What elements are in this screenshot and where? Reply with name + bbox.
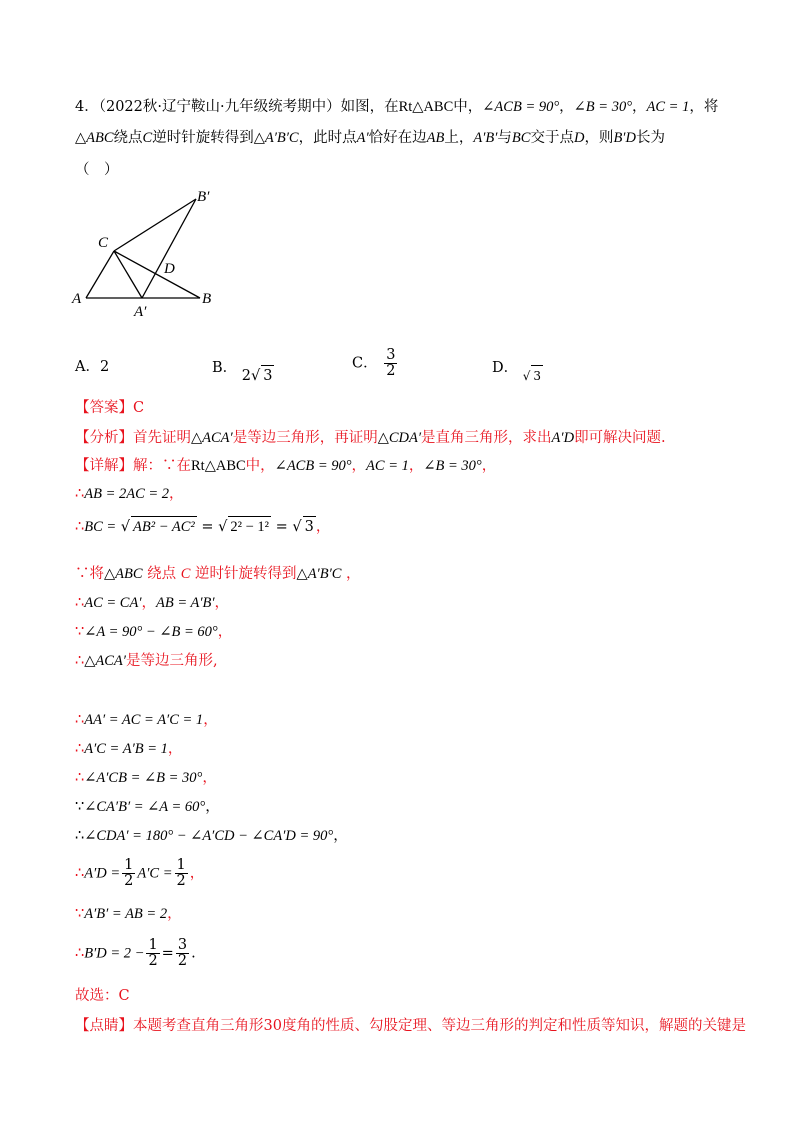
option-b-coef: 2 (241, 368, 251, 384)
equals: = (161, 945, 174, 962)
comment-line (75, 1016, 746, 1036)
denominator: 2 (177, 953, 188, 969)
numerator: 1 (176, 857, 186, 873)
math-bc-lhs: BC = (84, 519, 117, 535)
stem-text: 上， (444, 130, 474, 146)
because-symbol: ∵ (75, 624, 85, 640)
therefore-symbol: ∴ (75, 865, 85, 882)
segment-cb-prime (114, 199, 196, 251)
detail-text: 逆时针旋转得到 (195, 566, 297, 582)
segment-ac (86, 251, 114, 298)
math-tri-cda-prime: △CDA′ (377, 430, 422, 446)
math-tri-abc-prime: △A′B′C (296, 566, 342, 582)
math-tri-abc-prime: △A′B′C (253, 130, 299, 146)
analysis-text: 是等边三角形，再证明 (232, 430, 378, 446)
equals: = (201, 519, 214, 535)
label-c: C (98, 235, 109, 251)
stem-text: 中， (453, 99, 483, 115)
math-b-prime-d-lhs: B′D = 2 − (84, 945, 145, 962)
detail-line-5 (75, 622, 232, 642)
question-number: 4． (75, 99, 99, 115)
detail-line-4 (75, 593, 229, 613)
math-radicand-1: AB² − AC² (131, 516, 197, 537)
denominator: 2 (148, 953, 158, 969)
denominator: 2 (124, 873, 134, 889)
math-ab-eq: AB = 2AC = 2 (84, 486, 170, 502)
fraction-three-halves (176, 938, 189, 969)
detail-tag: 【详解】 (75, 458, 133, 474)
math-angle-ca-prime-b-prime: ∠CA′B′ = ∠A = 60° (84, 799, 206, 815)
math-angle-cda-prime: ∠CDA′ = 180° − ∠A′CD − ∠CA′D = 90° (84, 828, 334, 844)
therefore-symbol: ∴ (75, 486, 85, 502)
analysis-line (75, 428, 666, 448)
therefore-symbol: ∴ (75, 945, 85, 962)
option-c-fraction (384, 348, 397, 379)
math-a-prime-b-prime-eq: A′B′ = AB = 2 (84, 906, 168, 922)
math-ac: AC = 1 (646, 99, 690, 115)
therefore-symbol: ∴ (75, 653, 85, 669)
math-a-prime-c-eq: A′C = A′B = 1 (84, 741, 168, 757)
conclusion-text: 故选：C (75, 988, 130, 1004)
numerator: 1 (148, 937, 158, 953)
detail-line-7 (75, 710, 218, 730)
option-b-value: 2√ 3 (242, 368, 275, 384)
option-a-label: A． (75, 359, 100, 375)
detail-line-11 (75, 826, 348, 846)
math-tri-aca-prime: △ACA′ (191, 430, 233, 446)
because-symbol: ∵ (75, 906, 85, 922)
stem-text: 绕点 (113, 130, 143, 146)
bracket-text: （ ） (75, 162, 119, 178)
math-tri-abc: △ABC (104, 566, 143, 582)
option-b-label: B． (212, 360, 238, 376)
math-c: C (142, 130, 153, 146)
equals: = (275, 519, 288, 535)
label-d: D (164, 261, 175, 277)
comma: ， (203, 712, 218, 728)
comment-text: 本题考查直角三角形30度角的性质、勾股定理、等边三角形的判定和性质等知识，解题的关键是 (133, 1018, 746, 1034)
stem-text: ， (632, 99, 647, 115)
math-ab-eq: AB = A′B′ (156, 595, 215, 611)
stem-text: ，将 (689, 99, 719, 115)
fraction-half (122, 858, 135, 889)
math-rt-abc: Rt△ABC (398, 99, 454, 115)
comma: ， (167, 741, 183, 757)
comma: ， (141, 595, 156, 611)
comma: ， (169, 486, 184, 502)
math-rt-abc: Rt△ABC (191, 458, 246, 474)
math-ac: AC = 1 (366, 458, 409, 474)
option-c-denominator: 2 (386, 363, 396, 379)
comma: ， (333, 828, 348, 844)
detail-line-13 (75, 904, 182, 924)
comma: ， (315, 519, 331, 535)
comma: ， (202, 770, 217, 786)
math-a-prime-d: A′D (551, 430, 575, 446)
because-symbol: ∵ (75, 566, 90, 582)
because-symbol: ∵ (75, 799, 85, 815)
stem-text: ，则 (584, 130, 614, 146)
question-line-1 (75, 97, 718, 117)
option-c-numerator: 3 (386, 347, 396, 363)
detail-text: 绕点 (147, 566, 177, 582)
comma: ， (351, 458, 367, 474)
comma: ， (217, 624, 233, 640)
option-b (212, 357, 274, 384)
stem-text: ，此时点 (298, 130, 357, 146)
option-c (352, 348, 399, 379)
detail-text: 是等边三角形, (125, 653, 218, 669)
segment-cb (114, 251, 200, 298)
answer-value: C (133, 400, 145, 416)
detail-line-0 (75, 456, 496, 476)
math-angle-a-prime-cb: ∠A′CB = ∠B = 30° (84, 770, 203, 786)
math-ab: AB (426, 130, 445, 146)
analysis-tag: 【分析】 (75, 430, 133, 446)
math-radicand-3: 3 (303, 516, 316, 537)
math-a-prime-d-lhs: A′D = (84, 865, 121, 882)
numerator: 1 (124, 857, 134, 873)
option-d-label: D． (492, 360, 519, 376)
stem-text: 长为 (635, 130, 665, 146)
comma: ， (167, 906, 182, 922)
therefore-symbol: ∴ (75, 770, 85, 786)
fraction-half (175, 858, 188, 889)
math-radicand-2: 2² − 1² (228, 516, 271, 537)
detail-line-6 (75, 651, 218, 671)
detail-line-1 (75, 484, 184, 504)
math-tri-abc: △ABC (75, 130, 114, 146)
math-b-prime-d: B′D (613, 130, 636, 146)
geometry-figure (70, 185, 230, 320)
math-tri-aca-prime: △ACA′ (84, 653, 126, 669)
math-angle-b: ∠B = 30° (573, 99, 632, 115)
question-source: （2022秋·辽宁鞍山·九年级统考期中） (98, 99, 341, 115)
option-a (75, 357, 109, 377)
stem-text: 与 (497, 130, 512, 146)
math-d: D (573, 130, 585, 146)
period: . (191, 945, 196, 962)
stem-text: 逆时针旋转得到 (152, 130, 254, 146)
math-a-prime-b-prime: A′B′ (473, 130, 498, 146)
option-b-radicand: 3 (261, 365, 274, 386)
answer-line (75, 398, 144, 418)
math-angle-b: ∠B = 30° (423, 458, 482, 474)
therefore-symbol: ∴ (75, 741, 85, 757)
option-d (492, 357, 543, 383)
stem-text: 交于点 (530, 130, 574, 146)
numerator: 3 (177, 937, 188, 953)
analysis-text: 是直角三角形，求出 (421, 430, 552, 446)
analysis-text: 首先证明 (133, 430, 191, 446)
detail-text: 解：∵在 (133, 458, 191, 474)
fraction-half (146, 938, 159, 969)
comma: ， (346, 566, 361, 582)
math-c: C (180, 566, 191, 582)
detail-line-14 (75, 938, 196, 969)
answer-tag: 【答案】 (75, 400, 133, 416)
math-bc: BC (511, 130, 531, 146)
conclusion-line (75, 986, 130, 1006)
label-b: B (202, 291, 212, 307)
math-a-prime-c: A′C = (137, 865, 173, 882)
stem-text: 恰好在边 (368, 130, 427, 146)
therefore-symbol: ∴ (75, 519, 85, 535)
math-angle-acb: ∠ACB = 90° (482, 99, 560, 115)
detail-line-10 (75, 797, 220, 817)
answer-bracket (75, 160, 119, 180)
therefore-symbol: ∴ (75, 828, 85, 844)
stem-text: 如图，在 (340, 99, 399, 115)
comment-tag: 【点睛】 (75, 1018, 133, 1034)
detail-text: 中， (245, 458, 275, 474)
detail-line-8 (75, 739, 182, 759)
option-d-radicand: 3 (531, 365, 543, 386)
label-b-prime: B′ (197, 189, 210, 205)
math-angle-a: ∠A = 90° − ∠B = 60° (84, 624, 218, 640)
comma: ， (189, 865, 205, 882)
detail-line-2: ∴BC = √ AB² − AC² = √ 2² − 1² = √ 3 ， (75, 516, 330, 537)
detail-line-12 (75, 858, 204, 889)
segment-a-prime-b-prime (142, 199, 196, 298)
option-d-value: √ 3 (523, 369, 543, 383)
denominator: 2 (176, 873, 186, 889)
therefore-symbol: ∴ (75, 595, 85, 611)
detail-line-3 (75, 564, 361, 584)
comma: ， (214, 595, 230, 611)
math-aa-prime-eq: AA′ = AC = A′C = 1 (84, 712, 204, 728)
math-a-prime: A′ (356, 130, 369, 146)
label-a: A (72, 291, 82, 307)
detail-text: 将 (89, 566, 104, 582)
option-a-value: 2 (99, 359, 110, 375)
option-c-label: C． (352, 355, 378, 372)
math-angle-acb: ∠ACB = 90° (274, 458, 352, 474)
math-ac-eq: AC = CA′ (84, 595, 142, 611)
comma: ， (205, 799, 220, 815)
label-a-prime: A′ (134, 304, 147, 320)
comma: ， (481, 458, 497, 474)
comma: ， (408, 458, 424, 474)
therefore-symbol: ∴ (75, 712, 85, 728)
analysis-text: 即可解决问题. (574, 430, 666, 446)
detail-line-9 (75, 768, 217, 788)
question-line-2 (75, 128, 665, 148)
stem-text: ， (559, 99, 574, 115)
